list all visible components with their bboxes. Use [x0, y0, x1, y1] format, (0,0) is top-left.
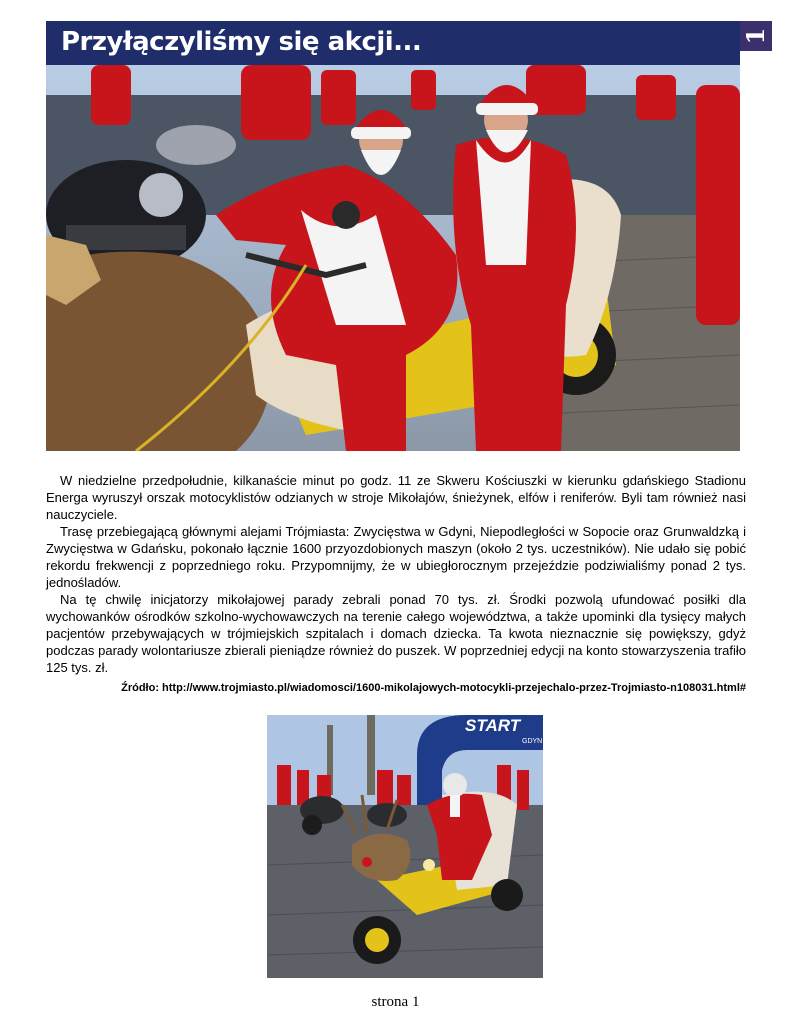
main-photo-illustration: [46, 65, 740, 451]
corner-mark-text: 1: [741, 27, 770, 45]
parade-photo-illustration: [267, 715, 543, 978]
parade-photo: [267, 715, 543, 978]
page-title: Przyłączyliśmy się akcji...: [61, 27, 422, 57]
start-banner-text: START: [465, 716, 521, 735]
article-paragraph: Trasę przebiegającą głównymi alejami Trójmiasta: Zwycięstwa w Gdyni, Niepodległości w Sopocie oraz Grunwaldzką i Zwycięstwa w Gdańsku, pokonało łącznie 1600 przyozdobionych maszyn (około 2 tys. uczestników). Nie udało się pobić rekordu frekwencji z poprzedniego roku. Przypomnijmy, że w ubiegłorocznym przejeździe podziwialiśmy ponad 2 tys. jednośladów.: [46, 524, 746, 590]
page-header: [46, 21, 740, 65]
source-link[interactable]: Źródło: http://www.trojmiasto.pl/wiadomosci/1600-mikolajowych-motocykli-przejechalo-przez-Trojmiasto-n108031.html#: [121, 682, 746, 694]
sponsor-text: GDYN: [522, 738, 543, 745]
article-body: [46, 472, 746, 676]
corner-page-mark: [740, 21, 772, 51]
main-photo: [46, 65, 740, 451]
page-number: strona 1: [371, 994, 420, 1010]
article-paragraph: Na tę chwilę inicjatorzy mikołajowej parady zebrali ponad 70 tys. zł. Środki pozwolą ufundować posiłki dla wychowanków ośrodków szkolno-wychowawczych na terenie całego województwa, a także upominki dla tysięcy małych pacjentów przebywających w trójmiejskich szpitalach i domach dziecka. Ta kwota nieznacznie się powiększy, gdyż podczas parady wolontariusze zbierali pieniądze również do puszek. W poprzedniej edycji na konto stowarzyszenia trafiło 125 tys. zł.: [46, 592, 746, 675]
article-paragraph: W niedzielne przedpołudnie, kilkanaście minut po godz. 11 ze Skweru Kościuszki w kierunku gdańskiego Stadionu Energa wyruszył orszak motocyklistów odzianych w stroje Mikołajów, śnieżynek, elfów i reniferów. Byli tam również nasi nauczyciele.: [46, 473, 746, 522]
